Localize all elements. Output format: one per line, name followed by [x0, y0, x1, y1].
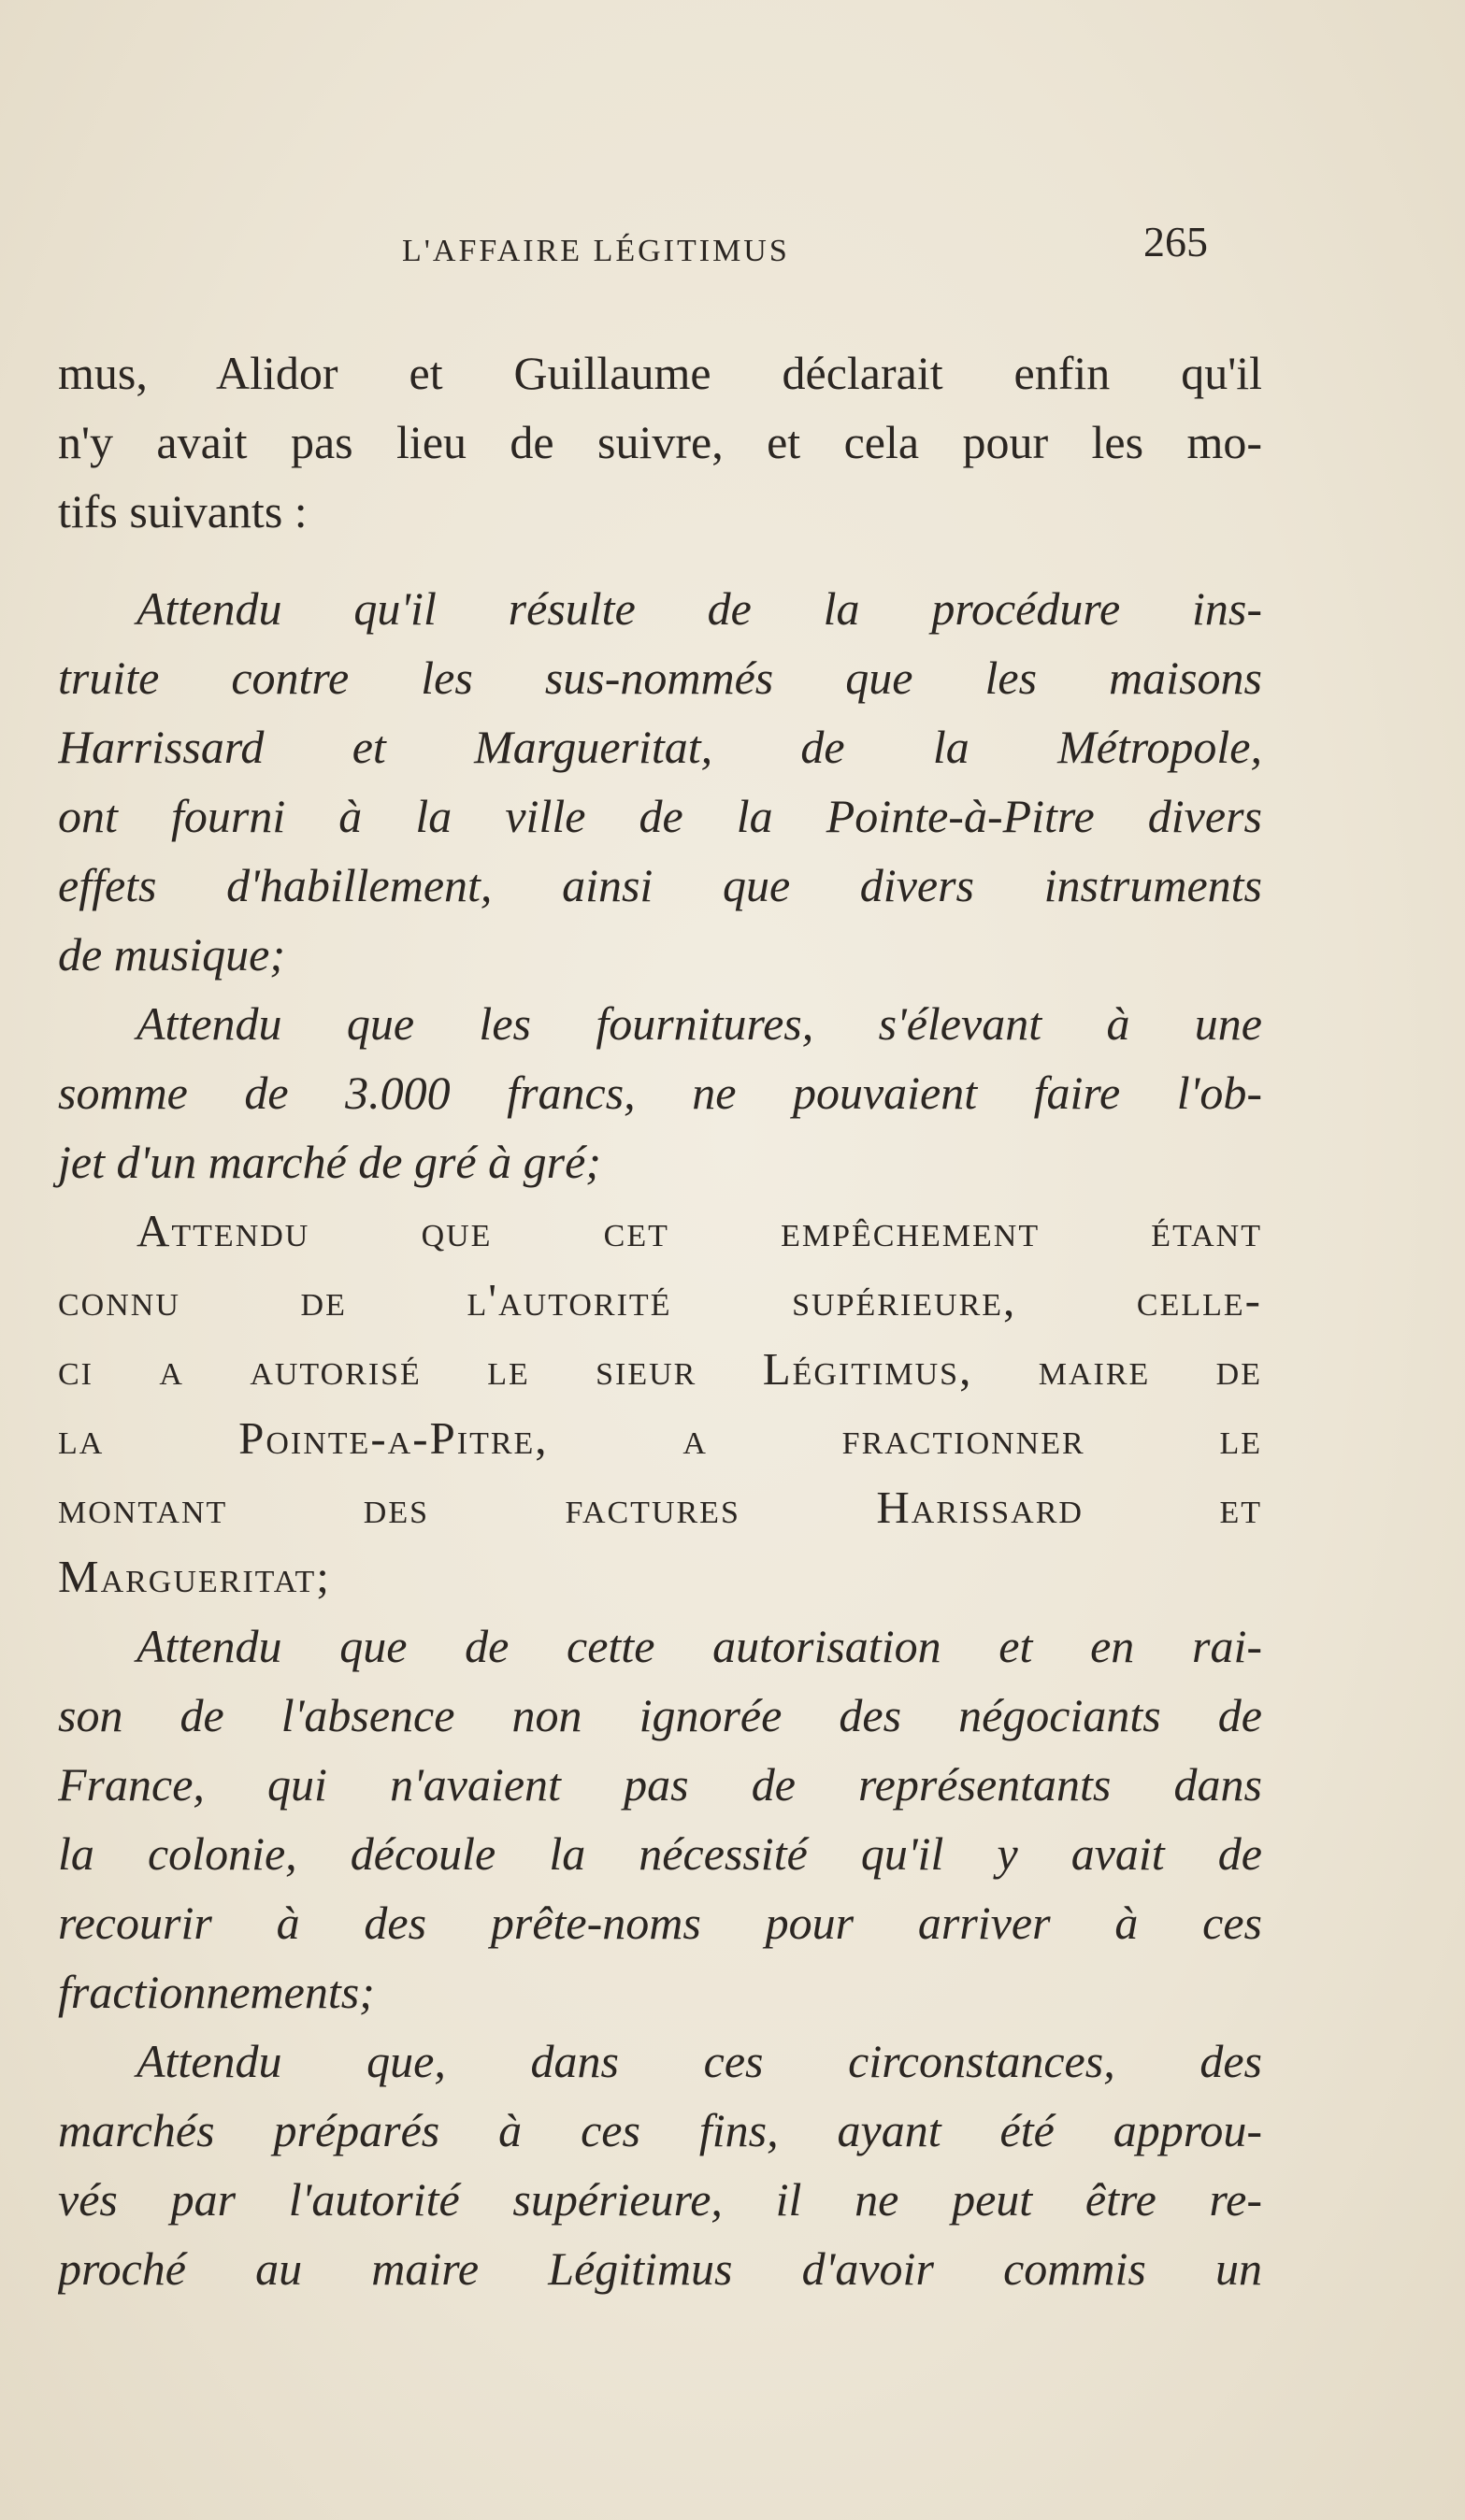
text-line: Harrissard et Margueritat, de la Métropole,	[58, 721, 1262, 773]
text-line: somme de 3.000 francs, ne pouvaient faire l'ob-	[58, 1067, 1262, 1119]
text-line: Attendu que de cette autorisation et en rai-	[136, 1620, 1262, 1672]
text-line: France, qui n'avaient pas de représentants dans	[58, 1758, 1262, 1811]
text-line: ont fourni à la ville de la Pointe-à-Pitre divers	[58, 790, 1262, 842]
text-line: truite contre les sus-nommés que les maisons	[58, 651, 1262, 704]
text-line: connu de l'autorité supérieure, celle-	[58, 1274, 1262, 1325]
text-line: n'y avait pas lieu de suivre, et cela pour les mo-	[58, 416, 1262, 468]
text-line: de musique;	[58, 928, 285, 981]
text-line: fractionnements;	[58, 1966, 375, 2018]
text-line: recourir à des prête-noms pour arriver à ces	[58, 1897, 1262, 1949]
text-line: Attendu que les fournitures, s'élevant à une	[136, 997, 1262, 1050]
text-line: Attendu que, dans ces circonstances, des	[136, 2035, 1262, 2087]
text-line: ci a autorisé le sieur Légitimus, maire de	[58, 1343, 1262, 1395]
page-number: 265	[1143, 218, 1208, 265]
text-line: mus, Alidor et Guillaume déclarait enfin qu'il	[58, 347, 1262, 399]
text-line: tifs suivants :	[58, 485, 308, 537]
text-line: Margueritat;	[58, 1551, 331, 1602]
text-line: effets d'habillement, ainsi que divers instruments	[58, 859, 1262, 911]
text-line: proché au maire Légitimus d'avoir commis un	[58, 2242, 1262, 2295]
text-line: la colonie, découle la nécessité qu'il y avait de	[58, 1827, 1262, 1880]
text-line: la Pointe-a-Pitre, a fractionner le	[58, 1412, 1262, 1464]
text-line: montant des factures Harissard et	[58, 1482, 1262, 1533]
body-text	[58, 338, 1262, 2303]
text-line: Attendu qu'il résulte de la procédure ins-	[136, 582, 1262, 635]
text-line: marchés préparés à ces fins, ayant été approu-	[58, 2104, 1262, 2156]
page-header	[0, 217, 1465, 282]
text-line: Attendu que cet empêchement étant	[136, 1205, 1262, 1256]
running-title: L'AFFAIRE LÉGITIMUS	[402, 234, 790, 268]
paragraph-gap	[58, 546, 1262, 574]
text-line: son de l'absence non ignorée des négociants de	[58, 1689, 1262, 1741]
text-line: vés par l'autorité supérieure, il ne peut être re-	[58, 2173, 1262, 2226]
text-line: jet d'un marché de gré à gré;	[58, 1136, 601, 1188]
